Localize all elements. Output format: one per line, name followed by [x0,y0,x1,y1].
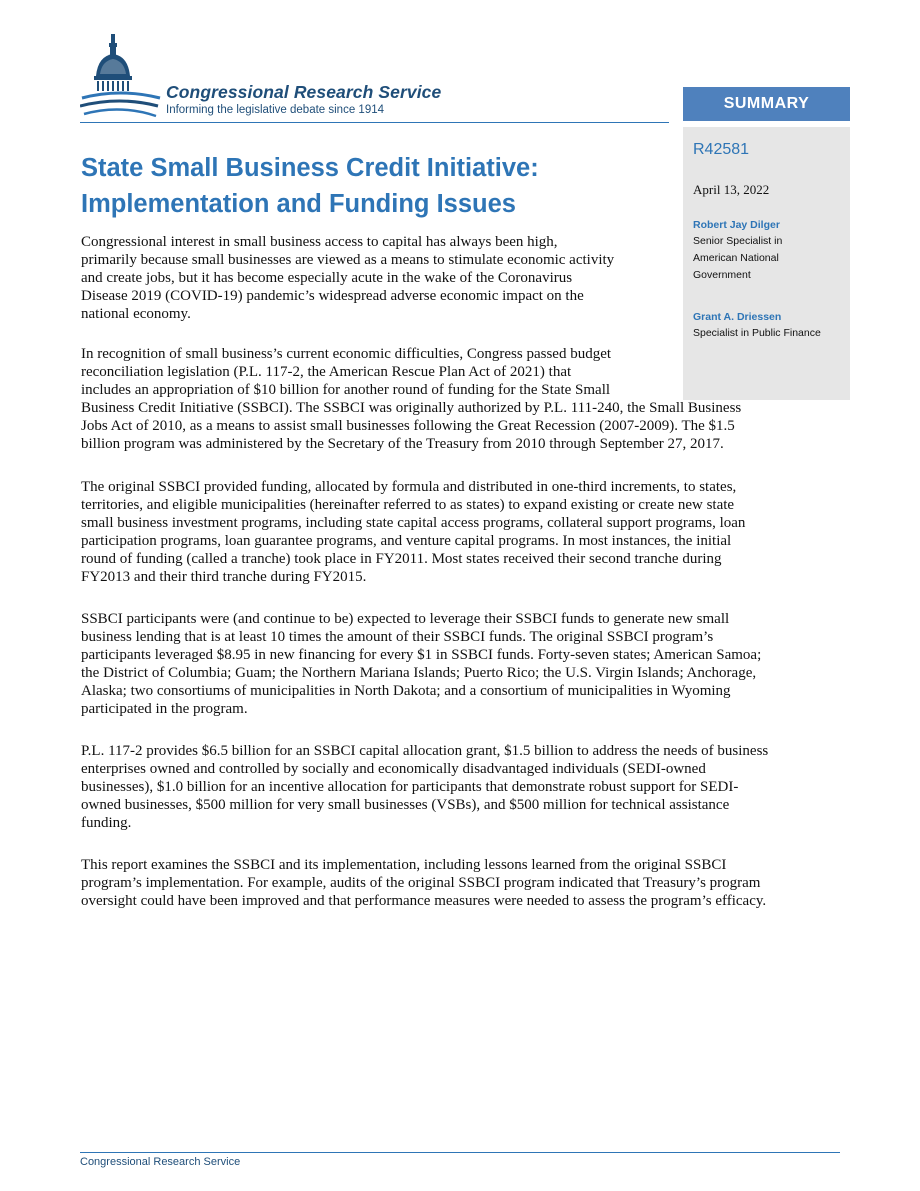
text-line: The original SSBCI provided funding, allocated by formula and distributed in one-third increments, to states, [81,479,737,495]
capitol-dome-icon [80,34,164,122]
report-date: April 13, 2022 [693,182,770,197]
text-line: Jobs Act of 2010, as a means to assist small businesses following the Great Recession (2007-2009). The $1.5 [81,417,735,434]
author-block [693,217,848,284]
header-divider [80,122,669,123]
text-line: enterprises owned and controlled by socially and economically disadvantaged individuals (SEDI-owned [81,760,706,777]
text-line: funding. [81,814,132,831]
text-line: P.L. 117-2 provides $6.5 billion for an SSBCI capital allocation grant, $1.5 billion to address the needs of business [81,743,769,759]
summary-paragraph [81,346,846,453]
title-line: State Small Business Credit Initiative: [81,154,539,182]
author-name: Grant A. Driessen [693,311,782,323]
summary-paragraph [81,234,671,324]
author-title-line: Specialist in Public Finance [693,327,821,339]
text-line: business lending that is at least 10 times the amount of their SSBCI funds. The original SSBCI program’s [81,628,714,645]
footer-divider [80,1152,840,1153]
report-number: R42581 [693,141,750,158]
text-line: includes an appropriation of $10 billion for another round of funding for the State Small [81,381,611,398]
summary-paragraph [81,611,846,718]
author-title-line: Government [693,269,751,281]
text-line: Congressional interest in small business access to capital has always been high, [81,234,558,250]
summary-tab: SUMMARY [683,87,850,121]
summary-paragraph [81,743,846,833]
footer-org-name: Congressional Research Service [80,1156,241,1168]
text-line: This report examines the SSBCI and its implementation, including lessons learned from the original SSBCI [81,857,727,873]
crs-logo [80,34,480,124]
text-line: national economy. [81,305,191,322]
author-block [693,309,848,342]
text-line: participated in the program. [81,700,248,717]
text-line: Business Credit Initiative (SSBCI). The SSBCI was originally authorized by P.L. 111-240, the Small Business [81,399,742,416]
text-line: small business investment programs, including state capital access programs, collateral support programs, loan [81,514,746,531]
org-name: Congressional Research Service [166,82,442,102]
text-line: program’s implementation. For example, audits of the original SSBCI program indicated that Treasury’s program [81,874,761,891]
text-line: territories, and eligible municipalities (hereinafter referred to as states) to expand existing or create new state [81,496,735,513]
text-line: the District of Columbia; Guam; the Northern Mariana Islands; Puerto Rico; the U.S. Virgin Islands; Anchorage, [81,664,757,681]
report-title [81,150,661,222]
text-line: SSBCI participants were (and continue to be) expected to leverage their SSBCI funds to generate new small [81,611,730,627]
text-line: round of funding (called a tranche) took place in FY2011. Most states received their second tranche during [81,550,722,567]
text-line: In recognition of small business’s current economic difficulties, Congress passed budget [81,346,612,362]
text-line: reconciliation legislation (P.L. 117-2, the American Rescue Plan Act of 2021) that [81,363,572,380]
org-tagline: Informing the legislative debate since 1914 [166,104,385,116]
text-line: FY2013 and their third tranche during FY2015. [81,568,367,585]
text-line: owned businesses, $500 million for very small businesses (VSBs), and $500 million for technical assistance [81,796,730,813]
author-name: Robert Jay Dilger [693,219,780,231]
text-line: Disease 2019 (COVID-19) pandemic’s widespread adverse economic impact on the [81,287,584,304]
text-line: and create jobs, but it has become especially acute in the wake of the Coronavirus [81,269,573,286]
text-line: oversight could have been improved and that performance measures were needed to assess the program’s efficacy. [81,892,767,909]
text-line: businesses), $1.0 billion for an incentive allocation for participants that demonstrate robust support for SEDI- [81,778,739,795]
title-line: Implementation and Funding Issues [81,190,516,218]
text-line: primarily because small businesses are viewed as a means to stimulate economic activity [81,251,615,268]
text-line: participation programs, loan guarantee programs, and venture capital programs. In most instances, the initial [81,532,732,549]
author-title-line: Senior Specialist in [693,235,783,247]
text-line: billion program was administered by the Secretary of the Treasury from 2010 through September 27, 2017. [81,435,724,452]
summary-paragraph [81,479,846,586]
summary-paragraph [81,857,846,911]
text-line: Alaska; two consortiums of municipalities in North Dakota; and a consortium of municipalities in Wyoming [81,682,731,699]
text-line: participants leveraged $8.95 in new financing for every $1 in SSBCI funds. Forty-seven states; American Samoa; [81,646,762,663]
author-title-line: American National [693,252,779,264]
